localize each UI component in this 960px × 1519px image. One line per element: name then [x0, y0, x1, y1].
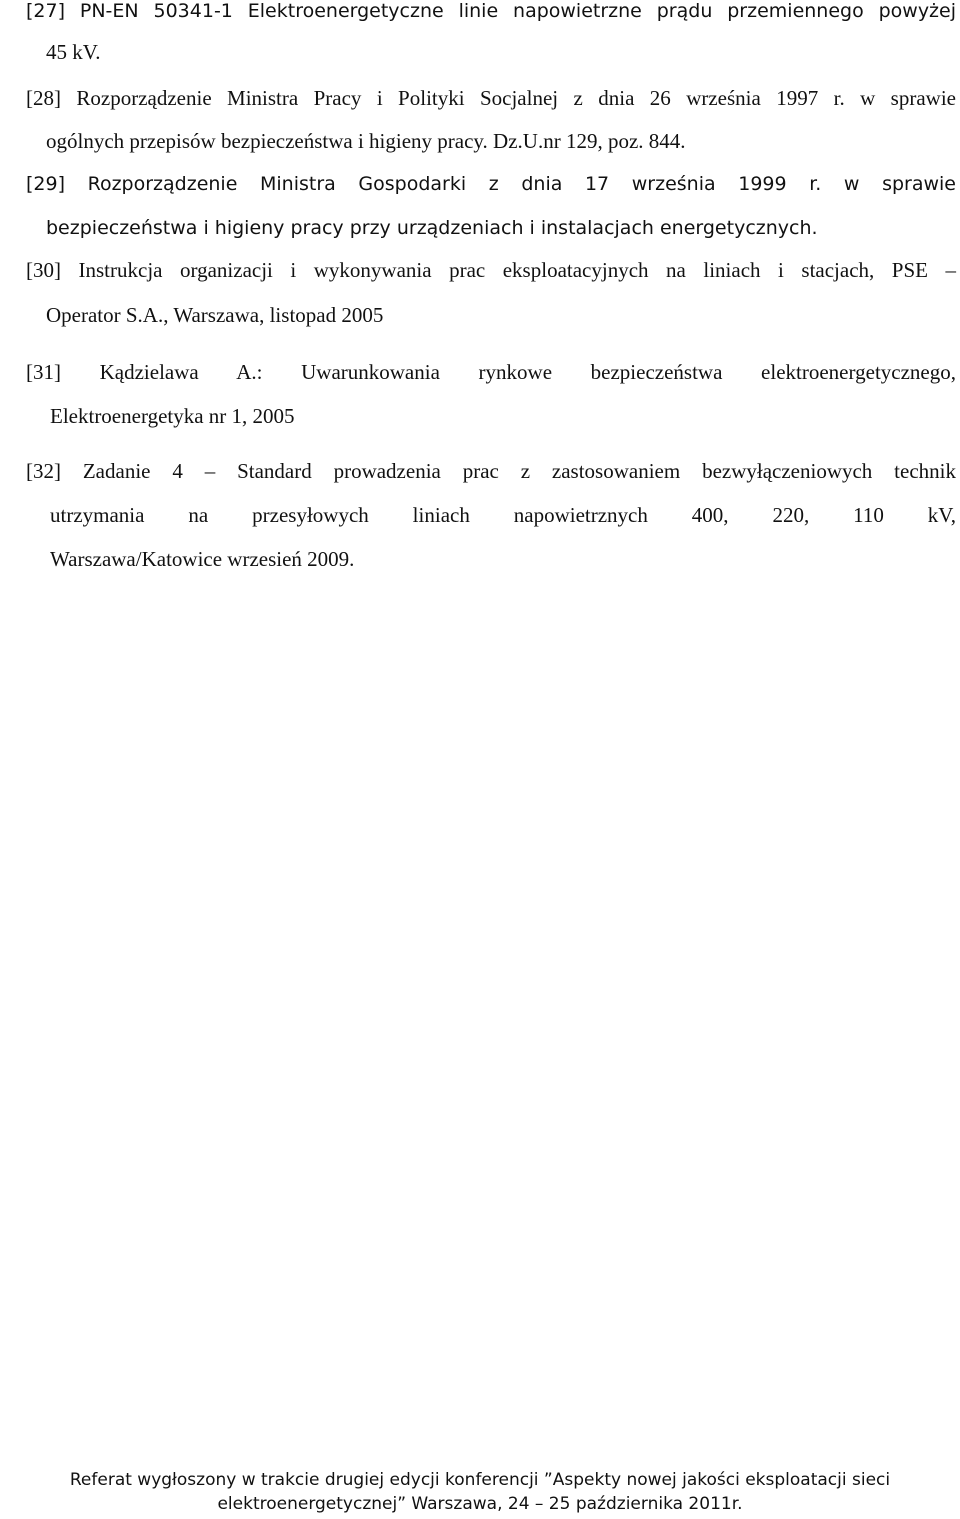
reference-31-line-2: Elektroenergetyka nr 1, 2005 — [50, 404, 295, 428]
reference-29-line-1: [29] Rozporządzenie Ministra Gospodarki z dnia 17 września 1999 r. w sprawie — [26, 173, 956, 195]
reference-32-line-3: Warszawa/Katowice wrzesień 2009. — [50, 547, 355, 571]
reference-27-line-2: 45 kV. — [46, 40, 101, 64]
footer-line-2: elektroenergetycznej” Warszawa, 24 – 25 października 2011r. — [217, 1494, 743, 1514]
reference-31-line-1: [31] Kądzielawa A.: Uwarunkowania rynkowe bezpieczeństwa elektroenergetycznego, — [26, 360, 956, 384]
reference-28-line-1: [28] Rozporządzenie Ministra Pracy i Polityki Socjalnej z dnia 26 września 1997 r. w sprawie — [26, 86, 956, 110]
reference-29-line-2: bezpieczeństwa i higieny pracy przy urządzeniach i instalacjach energetycznych. — [46, 217, 818, 239]
reference-32-line-2: utrzymania na przesyłowych liniach napowietrznych 400, 220, 110 kV, — [50, 503, 956, 527]
reference-30-line-1: [30] Instrukcja organizacji i wykonywania prac eksploatacyjnych na liniach i stacjach, PSE – — [26, 258, 956, 282]
footer-line-1: Referat wygłoszony w trakcie drugiej edycji konferencji ”Aspekty nowej jakości eksploatacji sieci — [69, 1470, 891, 1490]
reference-32-line-1: [32] Zadanie 4 – Standard prowadzenia prac z zastosowaniem bezwyłączeniowych technik — [26, 459, 956, 483]
reference-27-line-1: [27] PN-EN 50341-1 Elektroenergetyczne linie napowietrzne prądu przemiennego powyżej — [26, 0, 956, 22]
reference-30-line-2: Operator S.A., Warszawa, listopad 2005 — [46, 303, 384, 327]
reference-28-line-2: ogólnych przepisów bezpieczeństwa i higieny pracy. Dz.U.nr 129, poz. 844. — [46, 129, 686, 153]
